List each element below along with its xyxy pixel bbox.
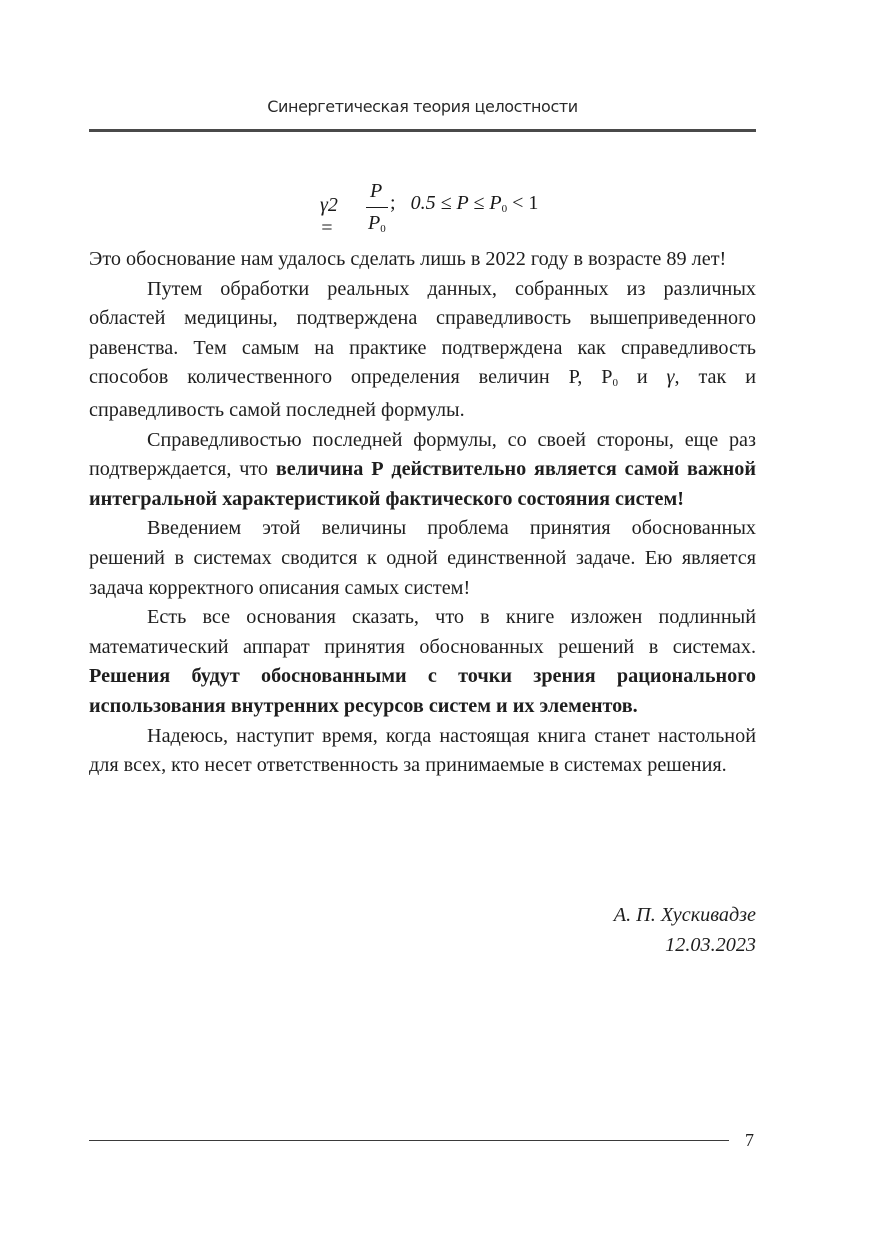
running-head: Синергетическая теория целостности xyxy=(267,97,578,116)
footer-rule xyxy=(89,1140,729,1141)
paragraph-4: Введением этой величины проблема принятия обоснованных решений в системах сводится к одной единственной задаче. Ею является задача корректного описания самых систем! xyxy=(89,517,756,599)
bold-conclusion: Решения будут обоснованными с точки зрения рационального использования внутренних ресурсов систем и их элементов. xyxy=(89,665,756,717)
author-name: А. П. Хускивадзе xyxy=(613,904,756,926)
paragraph-3: Справедливостью последней формулы, со своей стороны, еще раз подтверждается, что величина Р действительно является самой важной интегральной характеристикой фактического состояния систем! xyxy=(89,428,756,510)
formula-lhs: γ2 = xyxy=(320,194,338,239)
paragraph-1: Это обоснование нам удалось сделать лишь в 2022 году в возрасте 89 лет! xyxy=(89,248,727,270)
bold-statement: величина Р действительно является самой важной интегральной характеристикой фактического состояния систем! xyxy=(89,458,756,510)
formula-denominator: $P_0$ xyxy=(368,212,386,235)
signature-date: 12.03.2023 xyxy=(665,933,756,956)
paragraph-5: Есть все основания сказать, что в книге изложен подлинный математический аппарат принятия обоснованных решений в системах. Решения будут обоснованными с точки зрения рационального использования внутренних ресурсов систем и их элементов. xyxy=(89,606,756,717)
signature xyxy=(614,901,756,960)
formula-fraction-bar xyxy=(366,207,388,208)
paragraph-6: Надеюсь, наступит время, когда настоящая книга станет настольной для всех, кто несет ответственность за принимаемые в системах решения. xyxy=(89,724,756,777)
page-number: 7 xyxy=(745,1130,754,1150)
body-text xyxy=(89,245,756,781)
formula-condition: ; $0.5 \le P \le P_0 < 1$ xyxy=(390,192,539,215)
paragraph-2: Путем обработки реальных данных, собранных из различных областей медицины, подтверждена справедливость вышеприведенного равенства. Тем самым на практике подтверждена как справедливость способов количественного определения величин Р, $Р_0$ и γ, так и справедливость самой последней формулы. xyxy=(89,277,756,421)
header-rule xyxy=(89,129,756,132)
formula-numerator: P xyxy=(370,180,383,202)
